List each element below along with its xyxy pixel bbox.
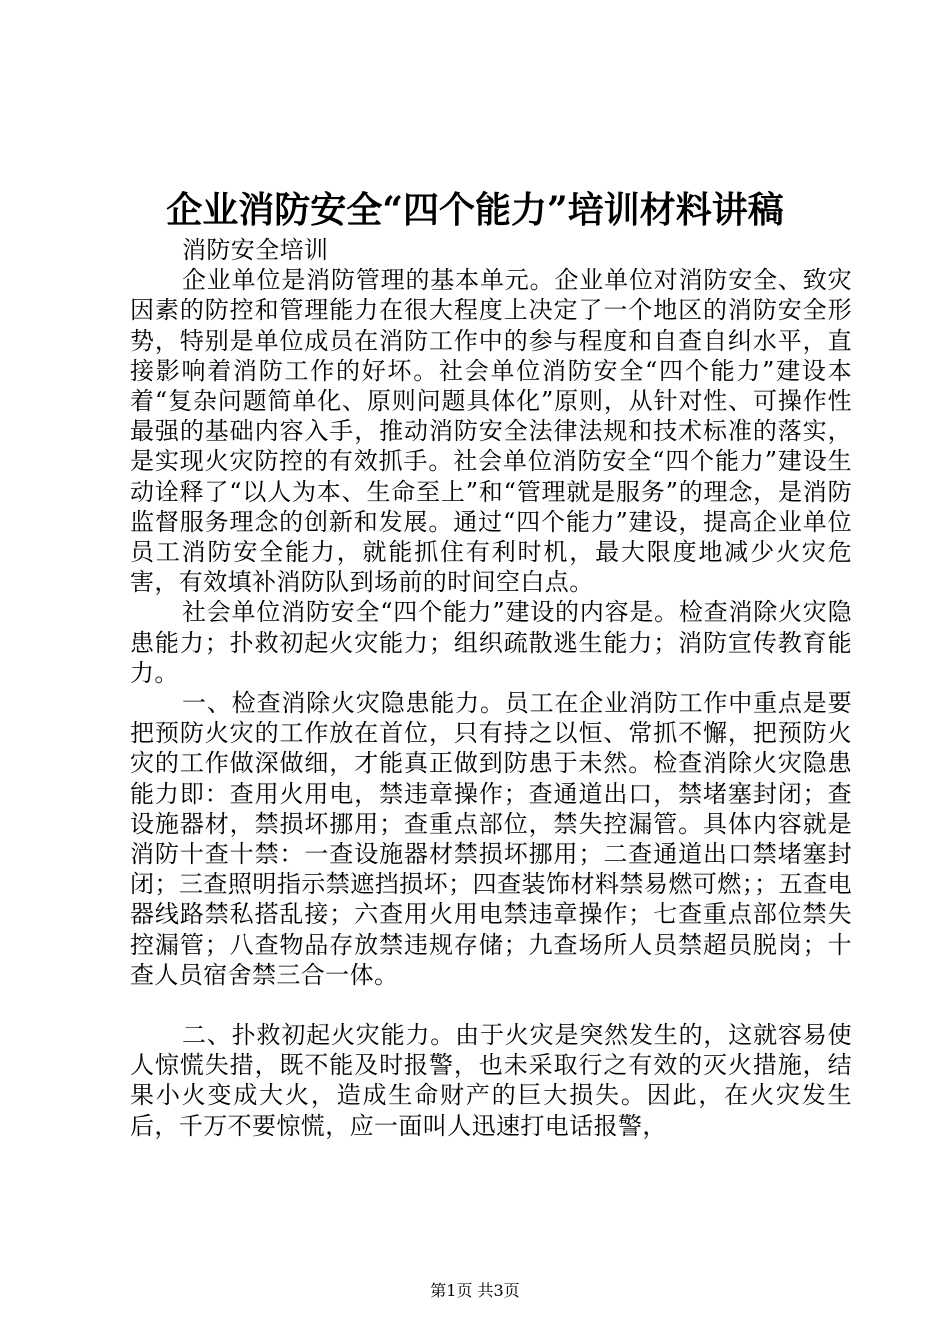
document-subtitle: 消防安全培训: [182, 236, 329, 264]
paragraph-section-2: 二、扑救初起火灾能力。由于火灾是突然发生的，这就容易使人惊慌失措，既不能及时报警，也未采取行之有效的灭火措施，结果小火变成大火，造成生命财产的巨大损失。因此，在火灾发生后，千万不要惊慌，应一面叫人迅速打电话报警，: [130, 1021, 852, 1140]
paragraph-intro: 企业单位是消防管理的基本单元。企业单位对消防安全、致灾因素的防控和管理能力在很大程度上决定了一个地区的消防安全形势，特别是单位成员在消防工作中的参与程度和自查自纠水平，直接影响着消防工作的好坏。社会单位消防安全“四个能力”建设本着“复杂问题简单化、原则问题具体化”原则，从针对性、可操作性最强的基础内容入手，推动消防安全法律法规和技术标准的落实，是实现火灾防控的有效抓手。社会单位消防安全“四个能力”建设生动诠释了“以人为本、生命至上”和“管理就是服务”的理念，是消防监督服务理念的创新和发展。通过“四个能力”建设，提高企业单位员工消防安全能力，就能抓住有利时机，最大限度地减少火灾危害，有效填补消防队到场前的时间空白点。: [130, 266, 852, 597]
document-title: 企业消防安全“四个能力”培训材料讲稿: [166, 189, 784, 231]
paragraph-section-1: 一、检查消除火灾隐患能力。员工在企业消防工作中重点是要把预防火灾的工作放在首位，只有持之以恒、常抓不懈，把预防火灾的工作做深做细，才能真正做到防患于未然。检查消除火灾隐患能力即：查用火用电，禁违章操作；查通道出口，禁堵塞封闭；查设施器材，禁损坏挪用；查重点部位，禁失控漏管。具体内容就是消防十查十禁：一查设施器材禁损坏挪用；二查通道出口禁堵塞封闭；三查照明指示禁遮挡损坏；四查装饰材料禁易燃可燃；；五查电器线路禁私搭乱接；六查用火用电禁违章操作；七查重点部位禁失控漏管；八查物品存放禁违规存储；九查场所人员禁超员脱岗；十查人员宿舍禁三合一体。: [130, 689, 852, 989]
page-number: 第1页 共3页: [430, 1281, 520, 1300]
document-body: [130, 235, 852, 1141]
paragraph-content: 社会单位消防安全“四个能力”建设的内容是。检查消除火灾隐患能力；扑救初起火灾能力；组织疏散逃生能力；消防宣传教育能力。: [130, 598, 852, 687]
